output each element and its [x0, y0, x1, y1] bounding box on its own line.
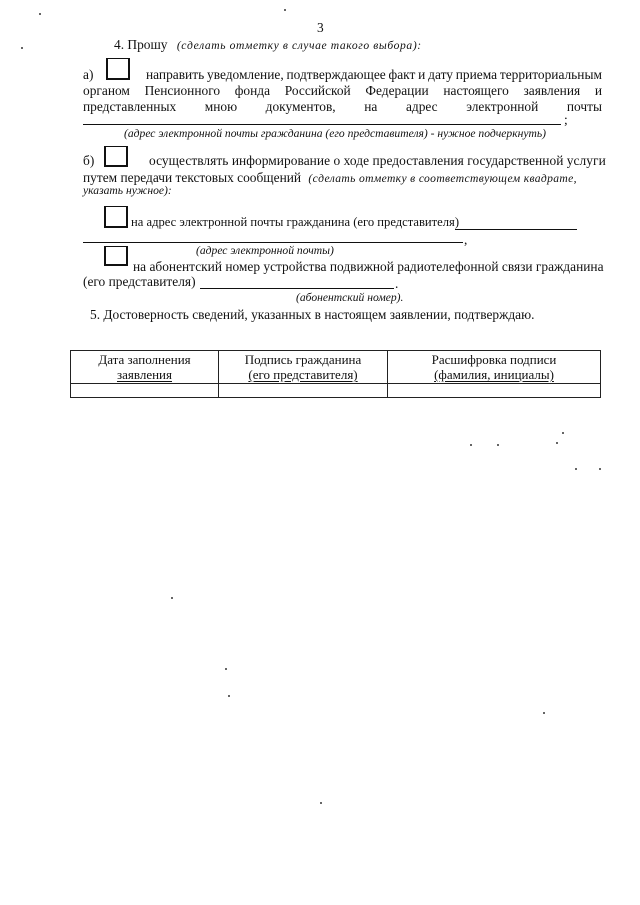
scan-speck [171, 597, 173, 599]
scan-speck [320, 802, 322, 804]
option-a-line2: органом Пенсионного фонда Российской Федерации настоящего заявления и [83, 83, 602, 98]
option-b-phone-line-end: . [395, 276, 399, 291]
option-b-email-caption: (адрес электронной почты) [196, 244, 334, 257]
scan-speck [284, 9, 286, 11]
item4-heading [114, 37, 422, 54]
item4-title: Прошу [127, 37, 168, 52]
scan-speck [599, 468, 601, 470]
option-b-line1: осуществлять информирование о ходе предоставления государственной услуги [149, 153, 606, 168]
item4-note: (сделать отметку в случае такого выбора): [176, 39, 422, 52]
option-b-email-label: на адрес электронной почты гражданина (его представителя) [131, 215, 460, 229]
scan-speck [556, 442, 558, 444]
scan-speck [470, 444, 472, 446]
scan-speck [562, 432, 564, 434]
option-a-line1: направить уведомление, подтверждающее факт и дату приема территориальным [146, 67, 602, 82]
item5-text: 5. Достоверность сведений, указанных в настоящем заявлении, подтверждаю. [90, 307, 535, 322]
option-b-line3-note: указать нужное): [83, 184, 172, 197]
scan-speck [575, 468, 577, 470]
signature-table-header [71, 351, 601, 384]
option-b-phone-label2: (его представителя) [83, 274, 196, 289]
option-b-marker: б) [83, 153, 95, 168]
signature-cell[interactable] [219, 384, 388, 398]
option-a-line3: представленных мною документов, на адрес электронной почты [83, 99, 602, 114]
item4-number: 4. [114, 37, 125, 52]
signature-table [70, 350, 601, 398]
option-a-marker: а) [83, 67, 94, 82]
option-a-checkbox[interactable] [106, 58, 130, 80]
signature-decoding-cell[interactable] [388, 384, 601, 398]
header-fill-date: Дата заполнения заявления [71, 351, 219, 384]
option-a-line-end: ; [564, 112, 568, 127]
table-row [71, 384, 601, 398]
fill-date-cell[interactable] [71, 384, 219, 398]
scan-speck [497, 444, 499, 446]
page-number: 3 [317, 20, 324, 35]
header-signature-decoding: Расшифровка подписи (фамилия, инициалы) [388, 351, 601, 384]
option-b-checkbox[interactable] [104, 146, 128, 167]
option-b-phone-label: на абонентский номер устройства подвижной радиотелефонной связи гражданина [133, 259, 604, 274]
option-a-email-field[interactable] [83, 124, 561, 125]
scan-speck [225, 668, 227, 670]
option-a-caption: (адрес электронной почты гражданина (его представителя) - нужное подчеркнуть) [124, 127, 547, 140]
option-b-line2-note: (сделать отметку в соответствующем квадрате, [308, 172, 577, 185]
option-b-email-field-1[interactable] [455, 229, 577, 230]
option-b-phone-checkbox[interactable] [104, 246, 128, 266]
option-b-phone-caption: (абонентский номер). [296, 291, 404, 304]
scan-speck [543, 712, 545, 714]
option-b-email-checkbox[interactable] [104, 206, 128, 228]
option-b-email-line-end: , [464, 232, 468, 247]
option-b-phone-field[interactable] [200, 288, 394, 289]
scan-speck [39, 13, 41, 15]
scan-speck [228, 695, 230, 697]
header-signature: Подпись гражданина (его представителя) [219, 351, 388, 384]
option-b-line2-text: путем передачи текстовых сообщений [83, 170, 302, 185]
scan-speck [21, 47, 23, 49]
